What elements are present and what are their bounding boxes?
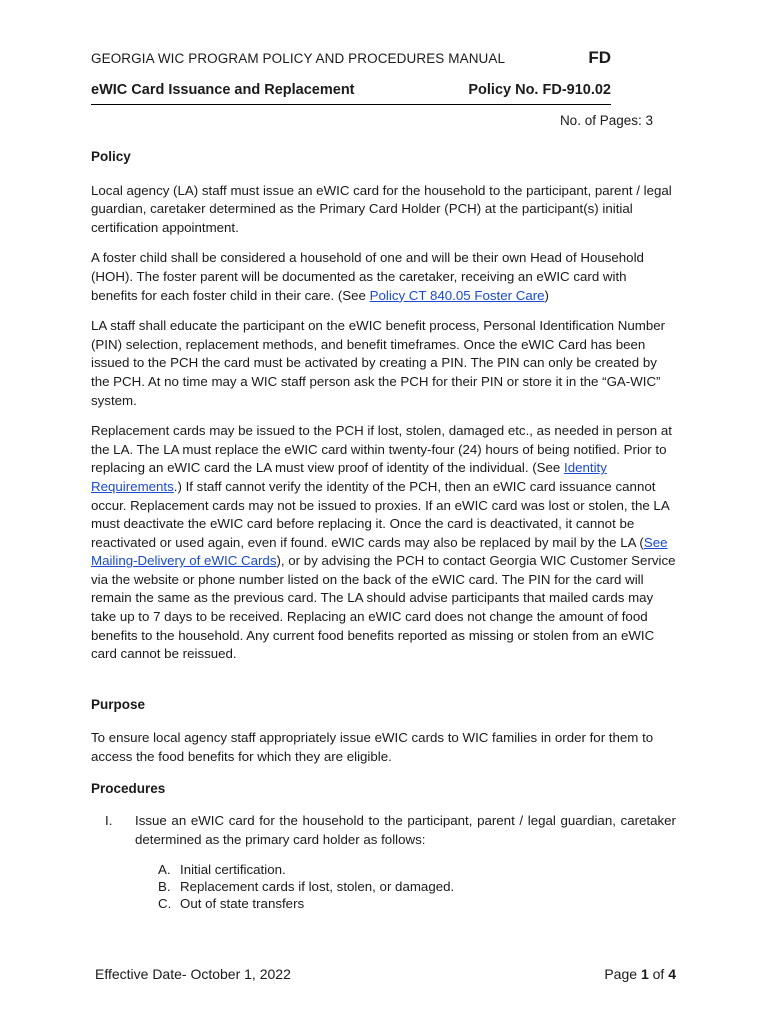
procedure-text: Issue an eWIC card for the household to the participant, parent / legal guardian, caretaker determined as the primary card holder as follows: xyxy=(135,813,676,847)
policy-heading: Policy xyxy=(91,149,131,164)
section-code: FD xyxy=(588,48,611,67)
manual-title: GEORGIA WIC PROGRAM POLICY AND PROCEDURES MANUAL xyxy=(91,51,506,66)
effective-date: Effective Date- October 1, 2022 xyxy=(95,966,291,982)
policy-paragraph-4: Replacement cards may be issued to the PCH if lost, stolen, damaged etc., as needed in person at the LA. The LA must replace the eWIC card within twenty-four (24) hours of being notified. Prior to replacing an eWIC card the LA must view proof of identity of the individual. (See Identity Requirements.) If staff cannot verify the identity of the PCH, then an eWIC card issuance cannot occur. Replacement cards may not be issued to proxies. If an eWIC card was lost or stolen, the LA must deactivate the eWIC card before replacing it. Once the card is deactivated, it cannot be reactivated or used again, even if found. eWIC cards may also be replaced by mail by the LA (See Mailing-Delivery of eWIC Cards), or by advising the PCH to contact Georgia WIC Customer Service via the website or phone number listed on the back of the eWIC card. The PIN for the card will remain the same as the previous card. The LA should advise participants that mailed cards may take up to 7 days to be received. Replacing an eWIC card does not change the amount of food benefits to the household. Any current food benefits reported as missing or stolen from an eWIC card cannot be reissued. xyxy=(91,423,676,662)
policy-paragraph-2: A foster child shall be considered a household of one and will be their own Head of Household (HOH). The foster parent will be documented as the caretaker, receiving an eWIC card with benefits for each foster child in their care. (See Policy CT 840.05 Foster Care) xyxy=(91,250,644,303)
foster-care-policy-link[interactable]: Policy CT 840.05 Foster Care xyxy=(369,287,545,303)
document-body xyxy=(91,148,676,912)
policy-header-row xyxy=(91,80,611,105)
page-count: No. of Pages: 3 xyxy=(559,113,653,128)
policy-paragraph-3: LA staff shall educate the participant on the eWIC benefit process, Personal Identification Number (PIN) selection, replacement methods, and benefit timeframes. Once the eWIC Card has been issued to the PCH the card must be activated by creating a PIN. The PIN can only be created by the PCH. At no time may a WIC staff person ask the PCH for their PIN or store it in the “GA-WIC” system. xyxy=(91,318,666,408)
identity-requirements-link[interactable]: Identity Requirements xyxy=(91,460,607,494)
procedure-item xyxy=(91,812,676,849)
list-item: B. Replacement cards if lost, stolen, or damaged. xyxy=(158,879,455,895)
list-item: A. Initial certification. xyxy=(158,862,286,878)
procedures-heading: Procedures xyxy=(91,780,166,796)
mailing-delivery-link[interactable]: See Mailing-Delivery of eWIC Cards xyxy=(91,534,668,569)
procedure-number: I. xyxy=(105,813,113,829)
list-item: C. Out of state transfers xyxy=(158,896,305,912)
policy-paragraph-1: Local agency (LA) staff must issue an eWIC card for the household to the participant, parent / legal guardian, caretaker determined as the Primary Card Holder (PCH) at the participant(s) initial certification appointment. xyxy=(91,182,672,235)
section-title: eWIC Card Issuance and Replacement xyxy=(91,82,355,98)
purpose-text: To ensure local agency staff appropriately issue eWIC cards to WIC families in order for them to access the food benefits for which they are eligible. xyxy=(91,730,654,765)
page-indicator: Page 1 of 4 xyxy=(604,966,676,982)
procedure-sublist xyxy=(158,861,676,912)
policy-number: Policy No. FD-910.02 xyxy=(468,82,611,98)
purpose-heading: Purpose xyxy=(91,696,146,712)
